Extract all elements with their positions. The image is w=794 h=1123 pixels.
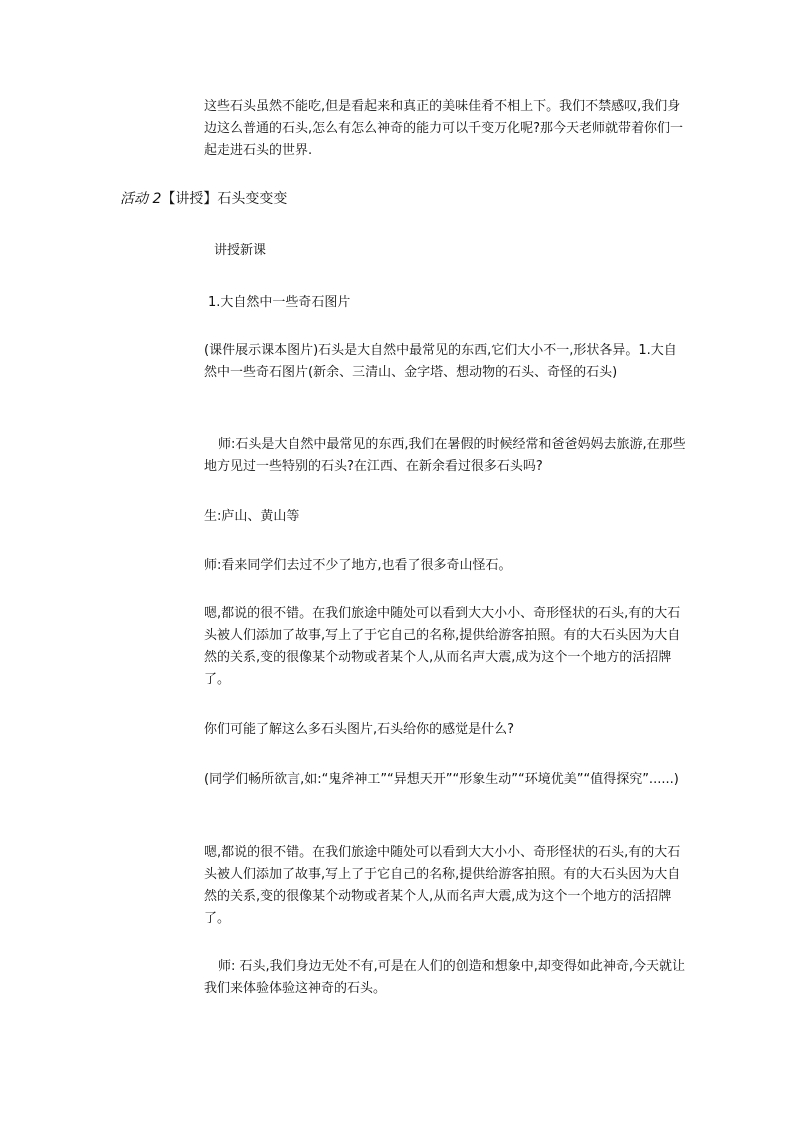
discussion-paragraph-2: 嗯,都说的很不错。在我们旅途中随处可以看到大大小小、奇形怪状的石头,有的大石头被人们添加了故事,写上了于它自己的名称,提供给游客拍照。有的大石头因为大自然的关系,变的很像某个动物或者某个人,从而名声大震,成为这个一个地方的活招牌了。: [204, 845, 681, 926]
student-responses: (同学们畅所欲言,如:“鬼斧神工”“异想天开”“形象生动”“环境优美”“值得探究”......): [204, 772, 679, 787]
student-answer-1: 生:庐山、黄山等: [204, 509, 300, 524]
intro-paragraph: 这些石头虽然不能吃,但是看起来和真正的美味佳肴不相上下。我们不禁感叹,我们身边这么普通的石头,怎么有怎么神奇的能力可以千变万化呢?那今天老师就带着你们一起走进石头的世界.: [204, 99, 684, 158]
discussion-paragraph-1: 嗯,都说的很不错。在我们旅途中随处可以看到大大小小、奇形怪状的石头,有的大石头被人们添加了故事,写上了于它自己的名称,提供给游客拍照。有的大石头因为大自然的关系,变的很像某个动物或者某个人,从而名声大震,成为这个一个地方的活招牌了。: [204, 606, 681, 687]
item-1-heading: 1.大自然中一些奇石图片: [208, 295, 351, 310]
teacher-question-1: 师:石头是大自然中最常见的东西,我们在暑假的时候经常和爸爸妈妈去旅游,在那些地方见过一些特别的石头?在江西、在新余看过很多石头吗?: [204, 437, 686, 474]
activity-title: 【讲授】石头变变变: [161, 191, 288, 207]
teacher-closing: 师: 石头,我们身边无处不有,可是在人们的创造和想象中,却变得如此神奇,今天就让我们来体验体验这神奇的石头。: [204, 959, 686, 996]
subheading: 讲授新课: [214, 243, 267, 258]
activity-heading: [120, 188, 287, 210]
question-paragraph: 你们可能了解这么多石头图片,石头给你的感觉是什么?: [204, 722, 515, 737]
courseware-paragraph: (课件展示课本图片)石头是大自然中最常见的东西,它们大小不一,形状各异。1.大自然中一些奇石图片(新余、三清山、金字塔、想动物的石头、奇怪的石头): [204, 343, 677, 380]
activity-label: 活动 2: [120, 191, 162, 207]
teacher-remark-2: 师:看来同学们去过不少了地方,也看了很多奇山怪石。: [204, 558, 512, 573]
